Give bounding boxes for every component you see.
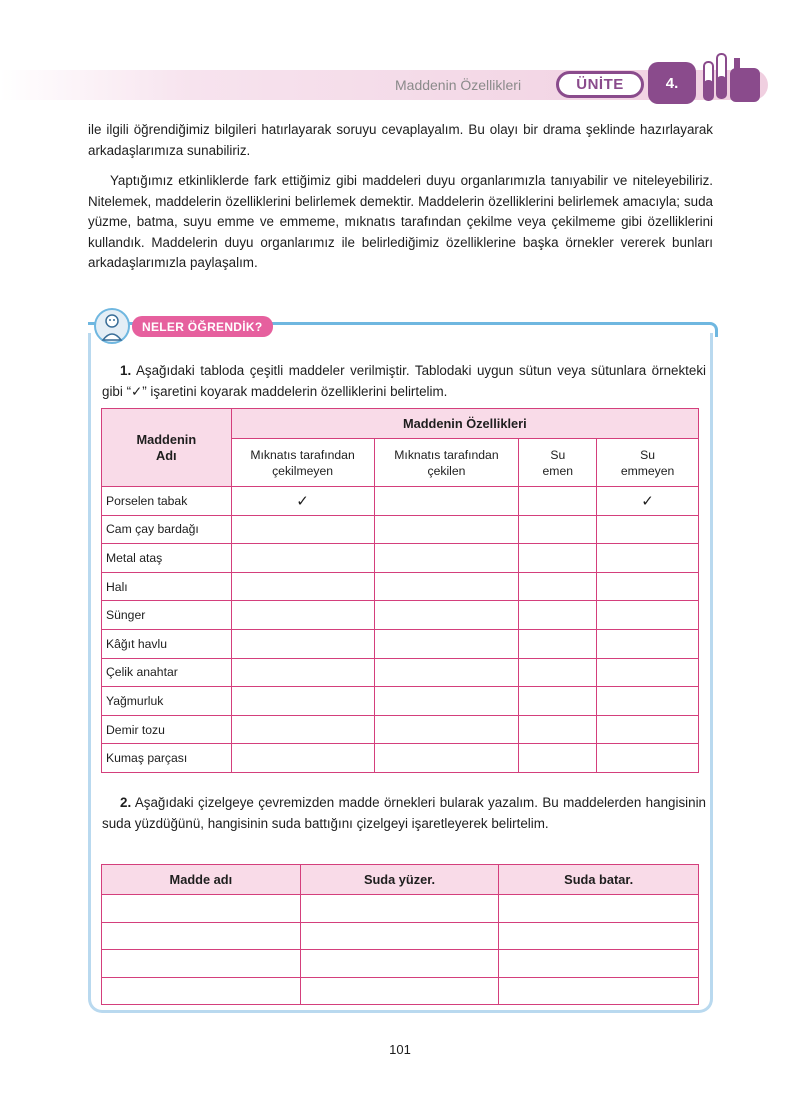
checkbox-cell[interactable]: [231, 572, 374, 601]
table-row: [102, 629, 699, 658]
table-row: [102, 687, 699, 716]
table-row: [102, 601, 699, 630]
blank-entry-cell[interactable]: [499, 895, 699, 923]
material-name-header: Maddenin Adı: [102, 409, 232, 487]
material-name-cell: Porselen tabak: [102, 487, 232, 516]
checkbox-cell[interactable]: [231, 658, 374, 687]
material-name-cell: Halı: [102, 572, 232, 601]
table-row: [102, 895, 699, 923]
blank-entry-cell[interactable]: [102, 895, 301, 923]
blank-entry-cell[interactable]: [102, 950, 301, 978]
checkbox-cell[interactable]: [597, 515, 699, 544]
section-title: Maddenin Özellikleri: [395, 77, 522, 93]
paragraph-intro: ile ilgili öğrendiğimiz bilgileri hatırlayarak soruyu cevaplayalım. Bu olayı bir drama şeklinde hazırlayarak arkadaşlarımıza sunabiliriz.: [88, 122, 713, 158]
material-name-cell: Çelik anahtar: [102, 658, 232, 687]
blank-entry-cell[interactable]: [102, 977, 301, 1005]
paragraph-main: Yaptığımız etkinliklerde fark ettiğimiz gibi maddeleri duyu organlarımızla tanıyabilir ve niteleyebiliriz. Nitelemek, maddelerin özelliklerini belirlemek demektir. Maddelerin özelliklerini belirlemek amacıyla; suda yüzme, batma, suyu emme ve emmeme, mıknatıs tarafından çekilme veya çekilmeme gibi özelliklerini kullandık. Maddelerin duyu organlarımız ile belirlediğimiz özelliklerine başka örnekler vererek bunları arkadaşlarımızla paylaşalım.: [88, 173, 713, 270]
checkbox-cell[interactable]: [374, 658, 519, 687]
column-header-material-name: Madde adı: [102, 865, 301, 895]
checkbox-cell[interactable]: [519, 515, 597, 544]
question-2: [102, 793, 706, 834]
checkbox-cell[interactable]: [597, 544, 699, 573]
properties-group-header: Maddenin Özellikleri: [231, 409, 698, 439]
test-tubes-icon: [700, 48, 770, 108]
checkbox-cell[interactable]: [519, 487, 597, 516]
column-header-absorbs-water: Su emen: [519, 439, 597, 487]
checkbox-cell[interactable]: ✓: [597, 487, 699, 516]
checkbox-cell[interactable]: [519, 601, 597, 630]
table-row: [102, 922, 699, 950]
material-name-cell: Demir tozu: [102, 715, 232, 744]
checkbox-cell[interactable]: [597, 687, 699, 716]
checkbox-cell[interactable]: [597, 744, 699, 773]
checkbox-cell[interactable]: [519, 744, 597, 773]
checkbox-cell[interactable]: [519, 658, 597, 687]
table-row: [102, 515, 699, 544]
blank-entry-cell[interactable]: [499, 922, 699, 950]
question-2-text: Aşağıdaki çizelgeye çevremizden madde örnekleri bularak yazalım. Bu maddelerden hangisinin suda yüzdüğünü, hangisinin suda battığını çizelgeyi işaretleyerek belirtelim.: [102, 795, 706, 831]
question-2-number: 2.: [120, 795, 132, 810]
column-header-floats: Suda yüzer.: [300, 865, 499, 895]
material-name-cell: Kâğıt havlu: [102, 629, 232, 658]
checkbox-cell[interactable]: [231, 629, 374, 658]
checkbox-cell[interactable]: [231, 601, 374, 630]
checkbox-cell[interactable]: [597, 572, 699, 601]
blank-entry-cell[interactable]: [300, 977, 499, 1005]
checkbox-cell[interactable]: [597, 629, 699, 658]
checkbox-cell[interactable]: [374, 687, 519, 716]
checkbox-cell[interactable]: ✓: [231, 487, 374, 516]
column-header-not-absorb-water: Su emmeyen: [597, 439, 699, 487]
checkbox-cell[interactable]: [231, 744, 374, 773]
table-row: [102, 950, 699, 978]
column-header-not-attracted: Mıknatıs tarafından çekilmeyen: [231, 439, 374, 487]
checkbox-cell[interactable]: [374, 744, 519, 773]
question-1-number: 1.: [120, 363, 132, 378]
checkbox-cell[interactable]: [519, 572, 597, 601]
float-sink-table: [101, 864, 699, 1005]
checkbox-cell[interactable]: [231, 715, 374, 744]
table-row: [102, 544, 699, 573]
section-label: NELER ÖĞRENDİK?: [142, 319, 263, 334]
checkbox-cell[interactable]: [374, 544, 519, 573]
blank-entry-cell[interactable]: [499, 950, 699, 978]
blank-entry-cell[interactable]: [300, 950, 499, 978]
column-header-sinks: Suda batar.: [499, 865, 699, 895]
properties-table: [101, 408, 699, 773]
section-label-pill: [132, 316, 273, 337]
table-row: [102, 658, 699, 687]
checkbox-cell[interactable]: [374, 601, 519, 630]
column-header-attracted: Mıknatıs tarafından çekilen: [374, 439, 519, 487]
checkbox-cell[interactable]: [519, 544, 597, 573]
material-name-cell: Kumaş parçası: [102, 744, 232, 773]
checkbox-cell[interactable]: [374, 487, 519, 516]
page-number: 101: [389, 1042, 411, 1057]
checkbox-cell[interactable]: [597, 715, 699, 744]
question-1: [102, 361, 706, 402]
table-row: [102, 744, 699, 773]
checkbox-cell[interactable]: [597, 658, 699, 687]
table-row: [102, 572, 699, 601]
blank-entry-cell[interactable]: [102, 922, 301, 950]
checkbox-cell[interactable]: [519, 687, 597, 716]
material-name-cell: Cam çay bardağı: [102, 515, 232, 544]
checkbox-cell[interactable]: [374, 515, 519, 544]
blank-entry-cell[interactable]: [300, 895, 499, 923]
checkbox-cell[interactable]: [519, 715, 597, 744]
checkbox-cell[interactable]: [374, 629, 519, 658]
checkbox-cell[interactable]: [231, 544, 374, 573]
material-name-cell: Metal ataş: [102, 544, 232, 573]
unit-number-badge: [648, 62, 696, 104]
blank-entry-cell[interactable]: [499, 977, 699, 1005]
unit-number: 4.: [665, 74, 679, 92]
checkbox-cell[interactable]: [231, 687, 374, 716]
unit-label: ÜNİTE: [576, 76, 624, 93]
material-name-cell: Yağmurluk: [102, 687, 232, 716]
unit-label-badge: [556, 71, 644, 98]
checkbox-cell[interactable]: [597, 601, 699, 630]
table-row: [102, 715, 699, 744]
thinking-character-icon: [90, 306, 134, 346]
table-row: [102, 977, 699, 1005]
question-1-text: Aşağıdaki tabloda çeşitli maddeler verilmiştir. Tablodaki uygun sütun veya sütunlara örnekteki gibi “✓” işaretini koyarak maddelerin özelliklerini belirtelim.: [102, 363, 706, 399]
checkbox-cell[interactable]: [519, 629, 597, 658]
checkbox-cell[interactable]: [374, 572, 519, 601]
blank-entry-cell[interactable]: [300, 922, 499, 950]
checkbox-cell[interactable]: [231, 515, 374, 544]
table-row: [102, 487, 699, 516]
material-name-cell: Sünger: [102, 601, 232, 630]
checkbox-cell[interactable]: [374, 715, 519, 744]
